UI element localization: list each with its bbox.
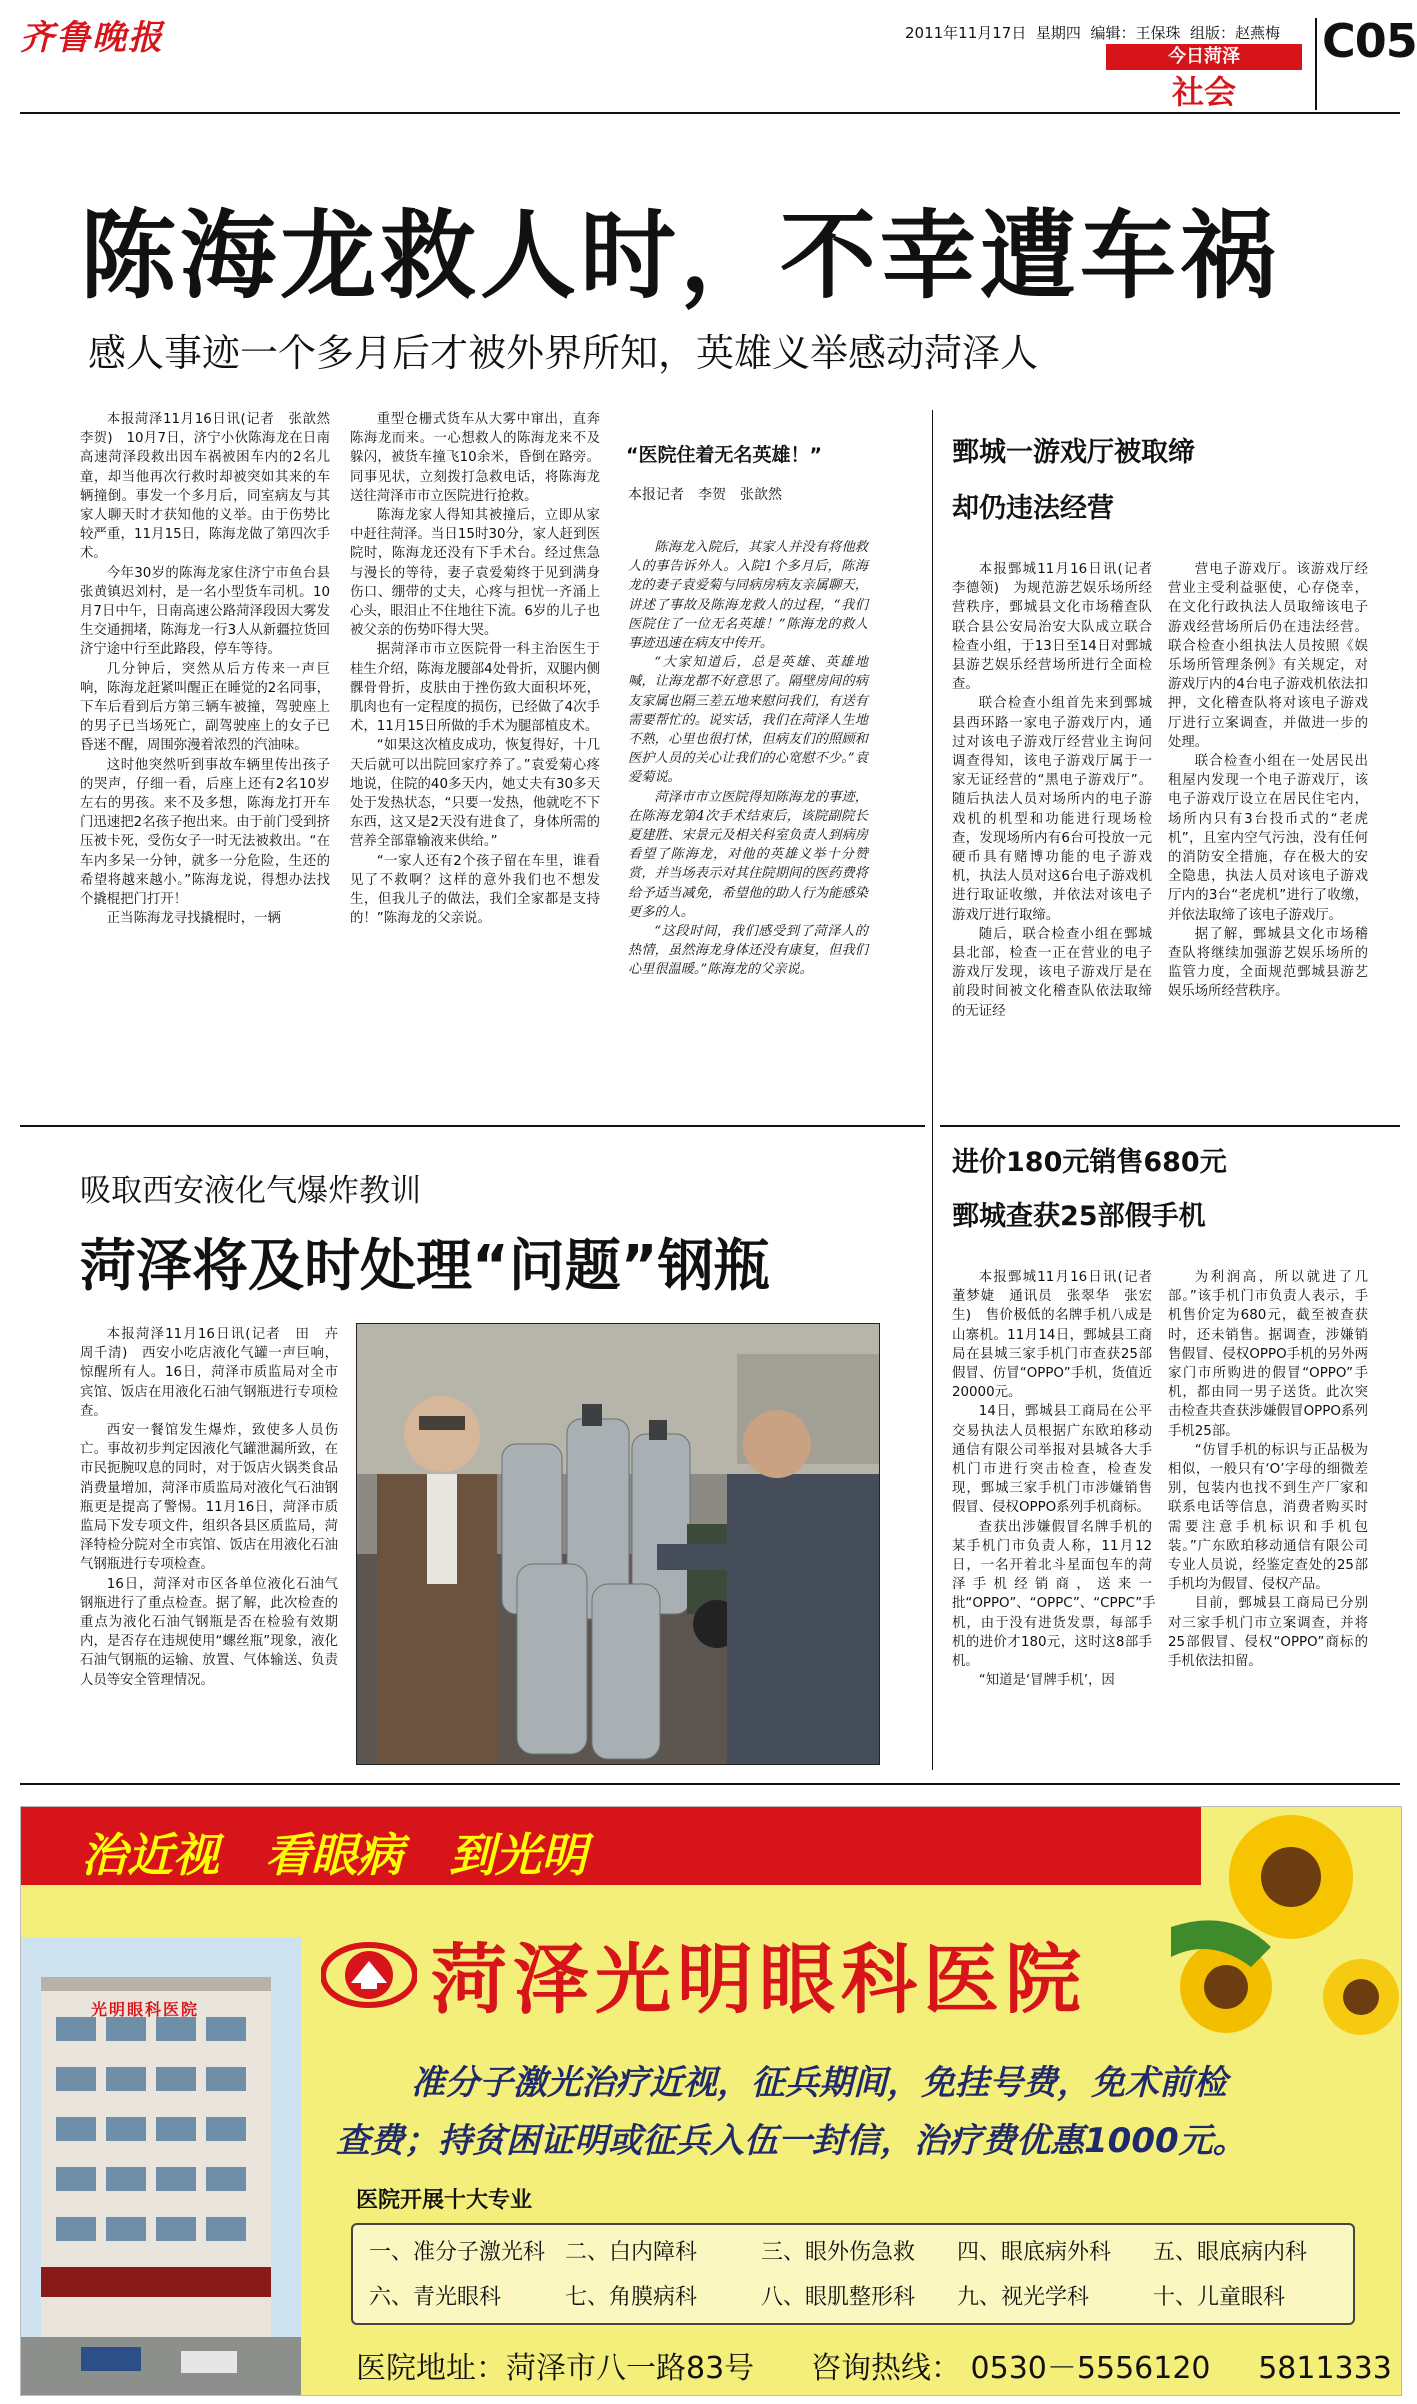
lead-paragraph: 陈海龙家人得知其被撞后，立即从家中赶往菏泽。当日15时30分，家人赶到医院时，陈海龙还没有下手术台。经过焦急与漫长的等待，妻子袁爱菊终于见到满身伤口、绷带的丈夫，心疼与担忧一齐涌上心头，眼泪止不住地往下流。6岁的儿子也被父亲的伤势吓得大哭。 bbox=[350, 508, 600, 639]
issue-info bbox=[905, 22, 1280, 43]
hospital-logo-icon bbox=[321, 1927, 417, 2023]
lead-paragraph: 这时他突然听到事故车辆里传出孩子的哭声，仔细一看，后座上还有2名10岁左右的男孩。来不及多想，陈海龙打开车门迅速把2名孩子抱出来。由于前门受到挤压被卡死，受伤女子一时无法被救出。“在车内多呆一分钟，就多一分危险，生还的希望将越来越小。”陈海龙说，得想办法找个撬棍把门打开！ bbox=[80, 757, 330, 908]
service-item: 九、视光学科 bbox=[957, 2285, 1090, 2310]
story-rule bbox=[20, 1125, 925, 1127]
services-list bbox=[369, 2235, 1349, 2311]
lead-paragraph: 重型仓栅式货车从大雾中窜出，直奔陈海龙而来。一心想救人的陈海龙来不及躲闪，被货车撞飞10余米，昏倒在路旁。同事见状，立刻拨打急救电话，将陈海龙送往菏泽市市立医院进行抢救。 bbox=[350, 412, 600, 504]
sidebar-title: “医院住着无名英雄！” bbox=[626, 444, 822, 466]
masthead-divider bbox=[1315, 18, 1317, 110]
ad-offer-line: 准分子激光治疗近视，征兵期间，免挂号费，免术前检 bbox=[411, 2063, 1227, 2103]
sidebar-byline: 本报记者 李贺 张歆然 bbox=[628, 487, 782, 503]
main-bottom-rule bbox=[20, 1783, 1400, 1785]
sidebar-paragraph: “大家知道后，总是英雄、英雄地喊，让海龙都不好意思了。隔壁房间的病友家属也隔三差五地来慰问我们，有送有需要帮忙的。说实话，我们在菏泽人生地不熟，心里也很打怵，但病友们的照顾和医护人员的关心让我们的心宽慰不少。”袁爱菊说。 bbox=[628, 655, 868, 786]
sunflower-decoration bbox=[1171, 1807, 1401, 2057]
story-title: 鄄城一游戏厅被取缔 bbox=[952, 437, 1195, 468]
service-item: 二、白内障科 bbox=[565, 2240, 698, 2265]
story-rule bbox=[940, 1125, 1400, 1127]
second-paragraph: 16日，菏泽对市区各单位液化石油气钢瓶进行了重点检查。据了解，此次检查的重点为液化石油气钢瓶是否在检验有效期内，是否存在违规使用“螺丝瓶”现象，液化石油气钢瓶的运输、放置、气体输送、负责人员等安全管理情况。 bbox=[80, 1576, 338, 1688]
story-title: 却仍违法经营 bbox=[952, 493, 1114, 524]
hospital-name: 菏泽光明眼科医院 bbox=[431, 1935, 1087, 2024]
second-paragraph: 本报菏泽11月16日讯(记者 田 卉 周千清) 西安小吃店液化气罐一声巨响，惊醒所有人。16日，菏泽市质监局对全市宾馆、饭店在用液化石油气钢瓶进行专项检查。 bbox=[80, 1327, 352, 1419]
story-paragraph: 本报鄄城11月16日讯(记者 李德领) 为规范游艺娱乐场所经营秩序，鄄城县文化市场稽查队联合县公安局治安大队成立联合检查小组，于13日至14日对鄄城县游艺娱乐经营场所进行全面检查。 bbox=[952, 562, 1166, 693]
hotline-label: 咨询热线： bbox=[811, 2351, 961, 2386]
service-item: 八、眼肌整形科 bbox=[761, 2285, 916, 2310]
lead-column-2 bbox=[350, 410, 600, 928]
story-paragraph: 为利润高，所以就进了几部。”该手机门市负责人表示，手机售价定为680元，截至被查获时，还未销售。据调查，涉嫌销售假冒、侵权OPPO手机的另外两家门市所购进的假冒“OPPO”手机，都由同一男子送货。此次突击检查共查获涉嫌假冒OPPO系列手机25部。 bbox=[1168, 1270, 1368, 1439]
story-paragraph: 联合检查小组在一处居民出租屋内发现一个电子游戏厅，该电子游戏厅设立在居民住宅内，场所内只有3台投币式的“老虎机”，且室内空气污浊，没有任何的消防安全措施，存在极大的安全隐患，执法人员对该电子游戏厅内的3台“老虎机”进行了收缴，并依法取缔了该电子游戏厅。 bbox=[1168, 754, 1368, 923]
lead-paragraph: 本报菏泽11月16日讯(记者 张歆然 李贺) 10月7日，济宁小伙陈海龙在日南高速菏泽段救出因车祸被困车内的2名儿童，却当他再次行救时却被突如其来的车辆撞倒。事发一个多月后，同室病友与其家人聊天时才获知他的义举。由于伤势比较严重，11月15日，陈海龙做了第四次手术。 bbox=[80, 412, 344, 562]
service-item: 一、准分子激光科 bbox=[369, 2240, 546, 2265]
lead-paragraph: 正当陈海龙寻找撬棍时，一辆 bbox=[106, 911, 281, 927]
story-paragraph: “知道是‘冒牌手机’，因 bbox=[978, 1673, 1115, 1689]
lead-subhead: 感人事迹一个多月后才被外界所知，英雄义举感动菏泽人 bbox=[88, 331, 1039, 375]
hospital-address: 医院地址：菏泽市八一路83号 bbox=[356, 2351, 755, 2386]
column-divider bbox=[932, 410, 933, 1770]
story-column bbox=[1168, 560, 1368, 1002]
ad-offer-line: 查费；持贫困证明或征兵入伍一封信，治疗费优惠1000元。 bbox=[336, 2121, 1247, 2161]
news-photo bbox=[356, 1323, 880, 1765]
issue-weekday: 星期四 bbox=[1035, 24, 1081, 42]
hospital-ad bbox=[20, 1806, 1402, 2396]
ad-slogan: 治近视 看眼病 到光明 bbox=[81, 1828, 587, 1882]
page-number: C05 bbox=[1322, 14, 1417, 68]
hotline-number: 0530－5556120 bbox=[970, 2351, 1211, 2386]
lead-paragraph: “如果这次植皮成功，恢复得好，十几天后就可以出院回家疗养了。”袁爱菊心疼地说，住院的40多天内，她丈夫有30多天处于发热状态，“只要一发热，他就吃不下东西，这又是2天没有进食了，身体所需的营养全部靠输液来供给。” bbox=[350, 738, 600, 850]
story-paragraph: 据了解，鄄城县文化市场稽查队将继续加强游艺娱乐场所的监管力度，全面规范鄄城县游艺娱乐场所经营秩序。 bbox=[1168, 926, 1368, 1000]
building-sign: 光明眼科医院 bbox=[91, 2000, 200, 2019]
story-paragraph: 随后，联合检查小组在鄄城县北部，检查一正在营业的电子游戏厅发现，该电子游戏厅是在前段时间被文化稽查队依法取缔的无证经 bbox=[952, 926, 1152, 1019]
sidebar-paragraph: “这段时间，我们感受到了菏泽人的热情，虽然海龙身体还没有康复，但我们心里很温暖。”陈海龙的父亲说。 bbox=[628, 924, 868, 978]
lead-column-1 bbox=[80, 410, 344, 928]
story-paragraph: 联合检查小组首先来到鄄城县西环路一家电子游戏厅内，通过对该电子游戏厅经营业主询问调查得知，该电子游戏厅属于一家无证经营的“黑电子游戏厅”。随后执法人员对场所内的电子游戏机的机型和功能进行现场检查，发现场所内有6台可投放一元硬币具有赌博功能的电子游戏机，执法人员对这6台电子游戏机进行取证收缴，并依法对该电子游戏厅进行取缔。 bbox=[952, 696, 1152, 923]
editor-credit: 编辑：王保珠 bbox=[1090, 24, 1181, 42]
issue-date: 2011年11月17日 bbox=[905, 24, 1027, 42]
section-label: 社会 bbox=[1171, 73, 1236, 111]
story-column bbox=[952, 560, 1166, 1021]
second-paragraph: 西安一餐馆发生爆炸，致使多人员伤亡。事故初步判定因液化气罐泄漏所致，在市民扼腕叹息的同时，对于饭店火锅类食品消费量增加，菏泽市质监局对液化气石油钢瓶更是提高了警惕。11月16日，菏泽市质监局下发专项文件，组织各县区质监局，菏泽特检分院对全市宾馆、饭店在用液化石油气钢瓶进行专项检查。 bbox=[80, 1423, 338, 1573]
services-title: 医院开展十大专业 bbox=[356, 2188, 533, 2213]
story-paragraph: 本报鄄城11月16日讯(记者 董梦婕 通讯员 张翠华 张宏生) 售价极低的名牌手机八成是山寨机。11月14日，鄄城县工商局在县城三家手机门市查获25部假冒、仿冒“OPPO”手机，货值近20000元。 bbox=[952, 1270, 1166, 1401]
second-headline: 菏泽将及时处理“问题”钢瓶 bbox=[80, 1234, 770, 1299]
layout-credit: 组版：赵燕梅 bbox=[1190, 24, 1281, 42]
lead-headline: 陈海龙救人时，不幸遭车祸 bbox=[80, 200, 1280, 312]
lead-paragraph: 几分钟后，突然从后方传来一声巨响，陈海龙赶紧叫醒正在睡觉的2名同事，下车后看到后方第三辆车被撞，驾驶座上的男子已当场死亡，副驾驶座上的女子已昏迷不醒，周围弥漫着浓烈的汽油味。 bbox=[80, 661, 330, 754]
service-item: 四、眼底病外科 bbox=[957, 2240, 1112, 2265]
service-item: 十、儿童眼科 bbox=[1153, 2285, 1286, 2310]
story-column bbox=[1168, 1268, 1368, 1671]
hotline-number: 5811333 bbox=[1258, 2351, 1392, 2386]
paper-name: 齐鲁晚报 bbox=[20, 18, 164, 58]
service-item: 七、角膜病科 bbox=[565, 2285, 698, 2310]
story-paragraph: 目前，鄄城县工商局已分别对三家手机门市立案调查，并将25部假冒、侵权“OPPO”商标的手机依法扣留。 bbox=[1168, 1596, 1368, 1670]
story-paragraph: “仿冒手机的标识与正品极为相似，一般只有‘O’字母的细微差别，包装内也找不到生产厂家和联系电话等信息，消费者购买时需要注意手机标识和手机包装。”广东欧珀移动通信有限公司专业人员说，经鉴定查处的25部手机均为假冒、侵权产品。 bbox=[1168, 1442, 1368, 1593]
second-body bbox=[80, 1325, 352, 1690]
story-paragraph: 查获出涉嫌假冒名牌手机的某手机门市负责人称，11月12日，一名开着北斗星面包车的菏泽手机经销商，送来一批“OPPO”、“OPPC”、“CPPC”手机，由于没有进货发票，每部手机的进价才180元，这时这8部手机。 bbox=[952, 1519, 1156, 1670]
lead-paragraph: “一家人还有2个孩子留在车里，谁看见了不救啊？这样的意外我们也不想发生，但我儿子的做法，我们全家都是支持的！”陈海龙的父亲说。 bbox=[350, 853, 600, 927]
section-top-label: 今日菏泽 bbox=[1106, 44, 1302, 70]
sidebar-paragraph: 陈海龙入院后，其家人并没有将他救人的事告诉外人。入院1个多月后，陈海龙的妻子袁爱菊与同病房病友亲属聊天，讲述了事故及陈海龙救人的过程，“我们医院住了一位无名英雄！”陈海龙的救人事迹迅速在病友中传开。 bbox=[628, 540, 868, 652]
service-item: 三、眼外伤急救 bbox=[761, 2240, 916, 2265]
sidebar-paragraph: 菏泽市市立医院得知陈海龙的事迹，在陈海龙第4次手术结束后，该院副院长夏建胜、宋景元及相关科室负责人到病房看望了陈海龙，对他的英雄义举十分赞赏，并当场表示对其住院期间的医药费将给予适当减免，希望他的助人行为能感染更多的人。 bbox=[628, 789, 868, 920]
story-paragraph: 14日，鄄城县工商局在公平交易执法人员根据广东欧珀移动通信有限公司举报对县城各大手机门市进行突击检查，检查发现，鄄城三家手机门市涉嫌销售假冒、侵权OPPO系列手机商标。 bbox=[952, 1404, 1152, 1516]
service-item: 五、眼底病内科 bbox=[1153, 2240, 1308, 2265]
story-paragraph: 营电子游戏厅。该游戏厅经营业主受利益驱使，心存侥幸，在文化行政执法人员取缔该电子游戏经营场所后仍在违法经营。联合检查小组执法人员按照《娱乐场所管理条例》有关规定，对游戏厅内的4台电子游戏机依法扣押，文化稽查队将对该电子游戏厅进行立案调查，并做进一步的处理。 bbox=[1168, 562, 1368, 750]
story-title: 鄄城查获25部假手机 bbox=[952, 1201, 1206, 1232]
lead-paragraph: 据菏泽市市立医院骨一科主治医生于桂生介绍，陈海龙腰部4处骨折，双腿内侧髁骨骨折，皮肤由于挫伤致大面积坏死，肌肉也有一定程度的损伤，已经做了4次手术，11月15日所做的手术为腿部植皮术。 bbox=[350, 642, 600, 735]
story-title: 进价180元销售680元 bbox=[952, 1147, 1227, 1178]
second-kicker: 吸取西安液化气爆炸教训 bbox=[80, 1173, 421, 1209]
lead-paragraph: 今年30岁的陈海龙家住济宁市鱼台县张黄镇迟刘村，是一名小型货车司机。10月7日中午，日南高速公路菏泽段因大雾发生交通拥堵，陈海龙一行3人从新疆拉货回济宁途中行至此路段，停车等待。 bbox=[80, 565, 330, 658]
sidebar-body bbox=[628, 538, 868, 980]
hotline bbox=[811, 2343, 1392, 2387]
masthead-rule bbox=[20, 112, 1400, 114]
story-column bbox=[952, 1268, 1166, 1690]
service-item: 六、青光眼科 bbox=[369, 2285, 502, 2310]
